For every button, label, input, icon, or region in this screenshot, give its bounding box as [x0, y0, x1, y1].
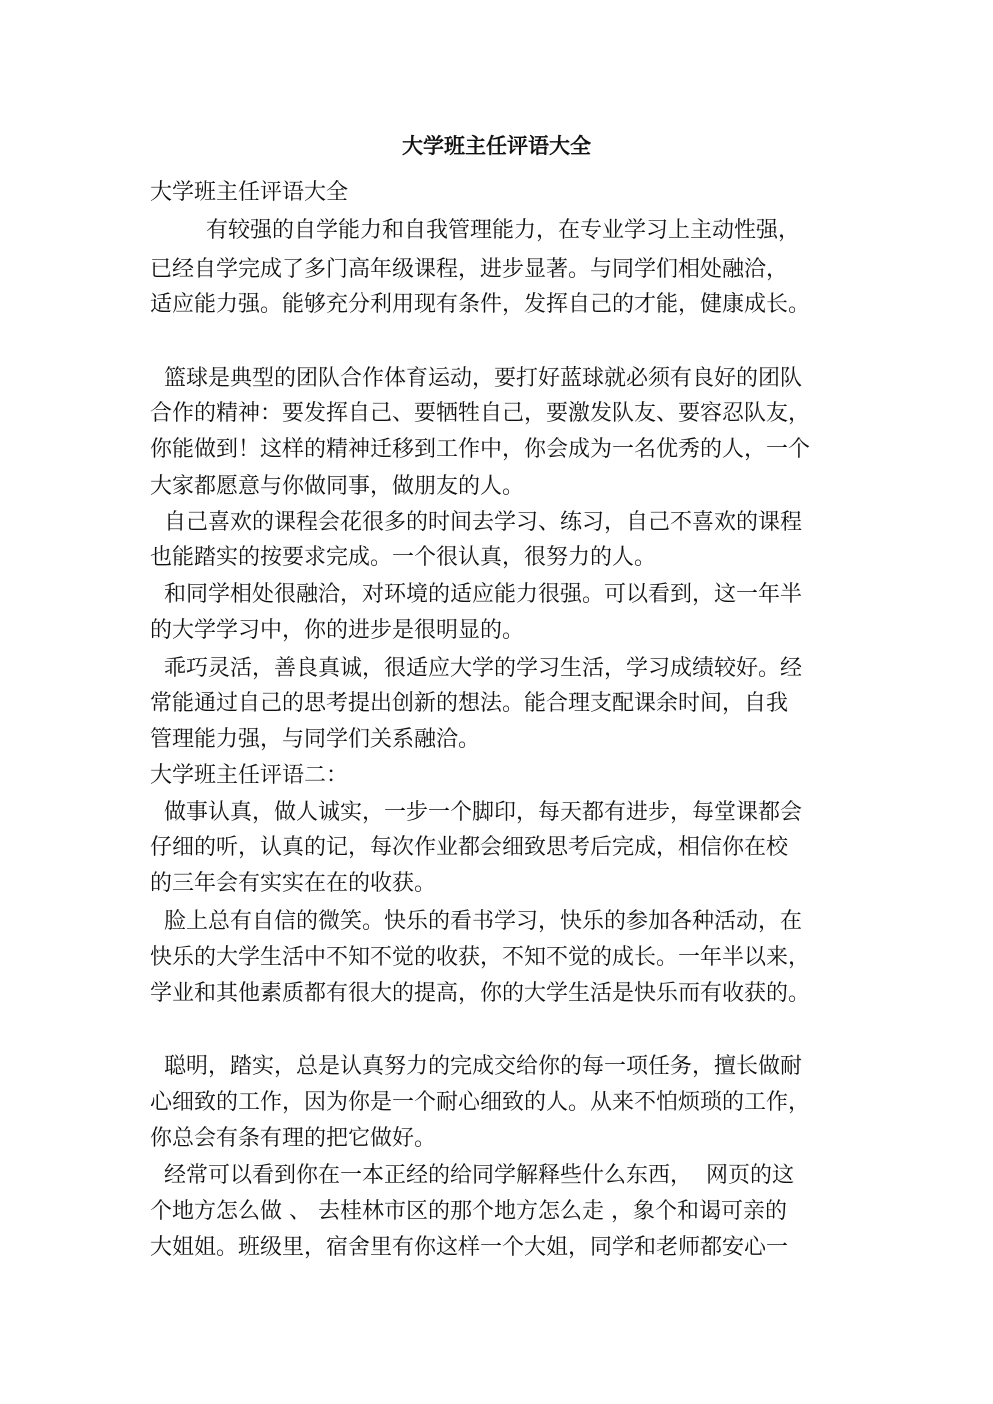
paragraph-line: 常能通过自己的思考提出创新的想法。能合理支配课余时间，自我 [150, 691, 789, 716]
paragraph-line: 经常可以看到你在一本正经的给同学解释些什么东西， 网页的这 [150, 1163, 794, 1188]
paragraph-line: 做事认真，做人诚实，一步一个脚印，每天都有进步，每堂课都会 [150, 800, 802, 825]
document-title: 大学班主任评语大全 [402, 133, 591, 158]
paragraph-line: 也能踏实的按要求完成。一个很认真，很努力的人。 [150, 545, 657, 570]
paragraph-line: 个地方怎么做 、 去桂林市区的那个地方怎么走 ，象个和谒可亲的 [150, 1199, 787, 1224]
paragraph-line: 大家都愿意与你做同事，做朋友的人。 [150, 474, 525, 499]
paragraph-line: 乖巧灵活，善良真诚，很适应大学的学习生活，学习成绩较好。经 [150, 656, 802, 681]
section-heading: 大学班主任评语二： [150, 763, 349, 788]
paragraph-line: 有较强的自学能力和自我管理能力，在专业学习上主动性强， [150, 218, 800, 243]
paragraph-line: 和同学相处很融洽，对环境的适应能力很强。可以看到，这一年半 [150, 582, 802, 607]
paragraph-line: 脸上总有自信的微笑。快乐的看书学习，快乐的参加各种活动，在 [150, 909, 802, 934]
paragraph-line: 篮球是典型的团队合作体育运动，要打好蓝球就必须有良好的团队 [150, 366, 802, 391]
paragraph-line: 适应能力强。能够充分利用现有条件，发挥自己的才能，健康成长。 [150, 292, 811, 317]
paragraph-line: 自己喜欢的课程会花很多的时间去学习、练习，自己不喜欢的课程 [150, 510, 802, 535]
paragraph-line: 你能做到！这样的精神迁移到工作中，你会成为一名优秀的人，一个 [150, 437, 811, 462]
paragraph-line: 大姐姐。班级里，宿舍里有你这样一个大姐，同学和老师都安心一 [150, 1235, 789, 1260]
paragraph-line: 合作的精神：要发挥自己、要牺牲自己，要激发队友、要容忍队友， [150, 401, 811, 426]
paragraph-line: 快乐的大学生活中不知不觉的收获，不知不觉的成长。一年半以来， [150, 945, 811, 970]
paragraph-line: 学业和其他素质都有很大的提高，你的大学生活是快乐而有收获的。 [150, 981, 811, 1006]
paragraph-line: 管理能力强，与同学们关系融洽。 [150, 727, 481, 752]
paragraph-line: 你总会有条有理的把它做好。 [150, 1126, 437, 1151]
paragraph-line: 的三年会有实实在在的收获。 [150, 871, 437, 896]
paragraph-line: 聪明，踏实，总是认真努力的完成交给你的每一项任务，擅长做耐 [150, 1054, 802, 1079]
paragraph-line: 的大学学习中，你的进步是很明显的。 [150, 618, 525, 643]
paragraph-line: 仔细的听，认真的记，每次作业都会细致思考后完成，相信你在校 [150, 835, 789, 860]
paragraph-line: 大学班主任评语大全 [150, 180, 349, 205]
paragraph-line: 已经自学完成了多门高年级课程，进步显著。与同学们相处融洽， [150, 257, 789, 282]
paragraph-line: 心细致的工作，因为你是一个耐心细致的人。从来不怕烦琐的工作， [150, 1090, 811, 1115]
